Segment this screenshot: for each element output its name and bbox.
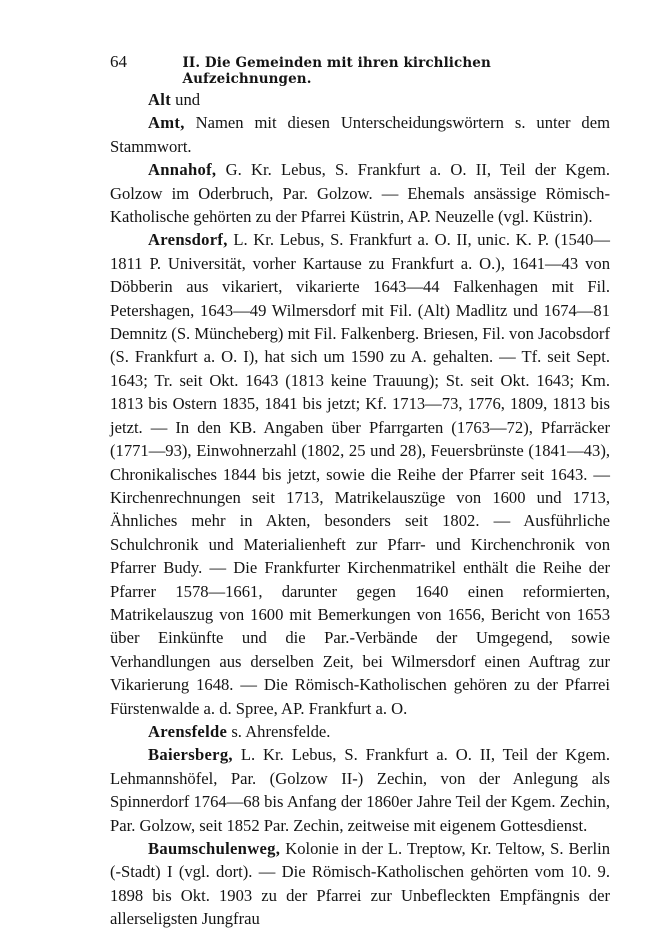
entry-baiersberg xyxy=(110,743,610,837)
entry-text: L. Kr. Lebus, S. Frankfurt a. O. II, Teil der Kgem. Lehmannshöfel, Par. (Golzow II-) Zechin, von der Anlegung als Spinnerdorf 1764—68 bis Anfang der 1860er Jahre Teil der Kgem. Zechin, Par. Golzow, seit 1852 Par. Zechin, zeitweise mit eigenem Gottesdienst. xyxy=(110,745,610,835)
page-number: 64 xyxy=(110,52,127,71)
entry-baumschulenweg xyxy=(110,837,610,931)
entry-text: Kolonie in der L. Treptow, Kr. Teltow, S. Berlin (-Stadt) I (vgl. dort). — Die Römisch-Katholischen gehörten vom 10. 9. 1898 bis Okt. 1903 zu der Pfarrei zur Unbefleckten Empfängnis der allerseligsten Jungfrau xyxy=(110,839,610,929)
entry-amt xyxy=(110,111,610,158)
entry-annahof xyxy=(110,158,610,228)
lemma: Amt, xyxy=(148,113,185,133)
entry-arensfelde xyxy=(110,720,610,743)
entry-arensdorf xyxy=(110,228,610,720)
lemma: Alt xyxy=(148,90,172,109)
page-header xyxy=(110,52,610,87)
entry-text: Namen mit diesen Unterscheidungswörtern s. unter dem Stammwort. xyxy=(110,113,610,156)
entry-text: L. Kr. Lebus, S. Frankfurt a. O. II, unic. K. P. (1540—1811 P. Universität, vorher Kartause zu Frankfurt a. O.), 1641—43 von Döbberin aus vikariert, vikarierte 1643—44 Falkenhagen mit Fil. Petershagen, 1643—49 Wilmersdorf mit Fil. (Alt) Madlitz und 1674—81 Demnitz (S. Müncheberg) mit Fil. Falkenberg. Briesen, Fil. von Jacobsdorf (S. Frankfurt a. O. I), hat sich um 1590 zu A. gehalten. — Tf. seit Sept. 1643; Tr. seit Okt. 1643 (1813 keine Trauung); St. seit Okt. 1643; Km. 1813 bis Ostern 1835, 1841 bis jetzt; Kf. 1713—73, 1776, 1809, 1813 bis jetzt. — In den KB. Angaben über Pfarrgarten (1763—72), Pfarräcker (1771—93), Einwohnerzahl (1802, 25 und 28), Feuersbrünste (1841—43), Chronikalisches 1844 bis jetzt, sowie die Reihe der Pfarrer seit 1643. — Kirchenrechnungen seit 1713, Matrikelauszüge von 1600 und 1713, Ähnliches mehr in Akten, besonders seit 1802. — Ausführliche Schulchronik und Materialienheft zur Pfarr- und Kirchenchronik von Pfarrer Budy. — Die Frankfurter Kirchenmatrikel enthält die Reihe der Pfarrer 1578—1661, darunter gegen 1640 einen reformierten, Matrikelauszug von 1600 mit Bemerkungen von 1656, Bericht von 1653 über Einkünfte und die Par.-Verbände der Umgegend, sowie Verhandlungen aus derselben Zeit, bei Wilmersdorf einen Auftrag zur Vikarierung 1648. — Die Römisch-Katholischen gehören zu der Pfarrei Fürstenwalde a. d. Spree, AP. Frankfurt a. O. xyxy=(110,230,610,718)
lemma: Annahof, xyxy=(148,160,217,180)
lemma: Baiersberg, xyxy=(148,745,233,765)
lemma: Baumschulenweg, xyxy=(148,839,281,858)
body-text xyxy=(110,88,610,931)
lemma: Arensfelde xyxy=(148,721,228,741)
entry-text: s. Ahrensfelde. xyxy=(227,721,331,741)
entry-alt xyxy=(110,88,610,111)
entry-text: G. Kr. Lebus, S. Frankfurt a. O. II, Teil der Kgem. Golzow im Oderbruch, Par. Golzow. — Ehemals ansässige Römisch-Katholische gehörten zu der Pfarrei Küstrin, AP. Neuzelle (vgl. Küstrin). xyxy=(110,160,610,227)
lemma: Arensdorf, xyxy=(148,230,228,250)
entry-text: und xyxy=(171,90,201,109)
running-head: II. Die Gemeinden mit ihren kirchlichen Aufzeichnungen. xyxy=(182,55,491,87)
